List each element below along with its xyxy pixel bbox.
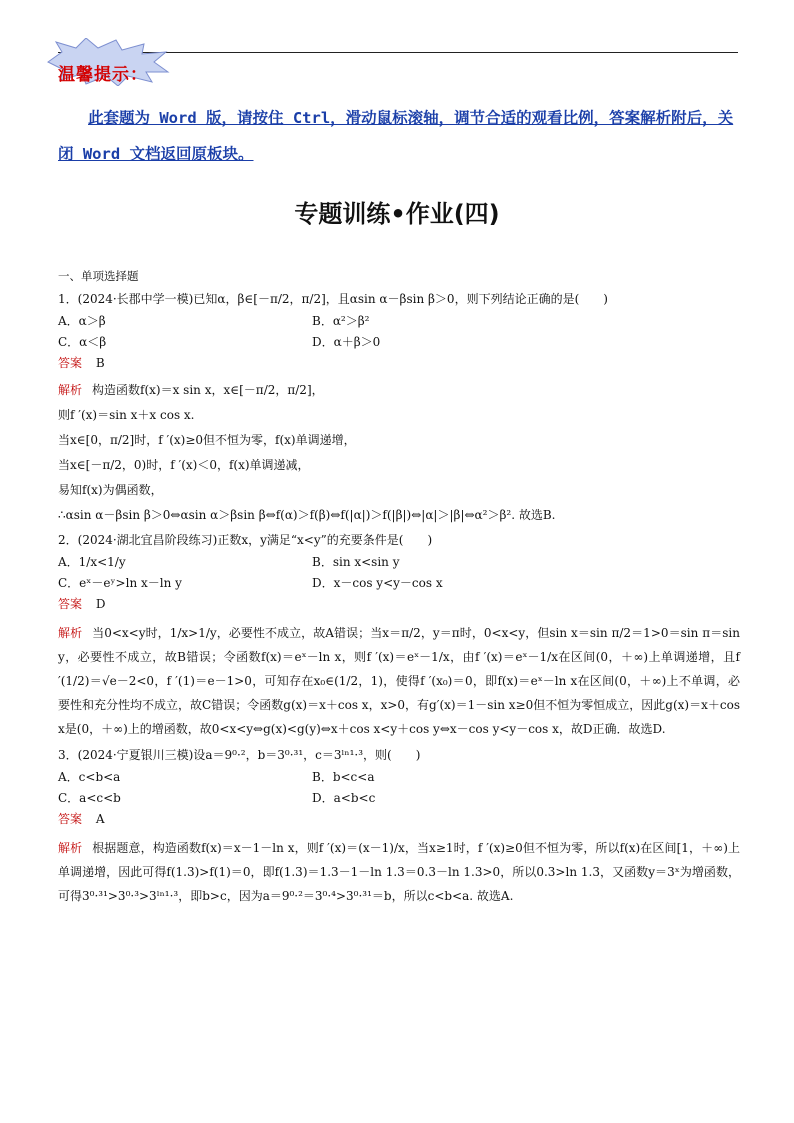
analysis-label: 解析	[58, 626, 83, 640]
analysis-label: 解析	[58, 383, 83, 397]
option-b: B．b<c<a	[312, 770, 375, 784]
analysis-text: 当0<x<y时，1/x>1/y，必要性不成立，故A错误；当x＝π/2，y＝π时，0<x<y，但sin x＝sin π/2＝1>0＝sin π＝sin y，必要性不成立，故B错误；令函数f(x)＝eˣ－ln x，则f ′(x)＝eˣ－1/x，由f ′(x)＝eˣ－1/x在区间(0，＋∞)上单调递增，且f ′(1/2)＝√e－2<0，f ′(1)＝e－1>0，可知存在x₀∈(1/2，1)，使得f ′(x₀)＝0，即f(x)＝eˣ－ln x在区间(0，＋∞)上不单调，必要性和充分性均不成立，故C错误；令函数g(x)＝x＋cos x，x>0，有g′(x)＝1－sin x≥0但不恒为零恒成立，因此g(x)＝x＋cos x是(0，＋∞)上的增函数，故0<x<y⇔g(x)<g(y)⇔x＋cos x<y＋cos y⇔x－cos y<y－cos x，故D正确．故选D.	[58, 626, 740, 736]
answer-label: 答案	[58, 812, 83, 826]
tip-title: 温馨提示：	[58, 65, 148, 85]
answer-label: 答案	[58, 356, 83, 370]
question-3	[58, 745, 740, 910]
content	[58, 266, 740, 912]
question-1	[58, 289, 740, 528]
option-c: C．eˣ－eʸ>ln x－ln y	[58, 576, 182, 590]
answer-value: D	[95, 597, 106, 611]
answer-line	[58, 353, 740, 374]
analysis-line: 易知f(x)为偶函数，	[58, 483, 163, 497]
option-a: A．c<b<a	[58, 770, 121, 784]
option-a: A．1/x<1/y	[58, 555, 126, 569]
analysis-line: ∴αsin α－βsin β＞0⇔αsin α＞βsin β⇔f(α)＞f(β)⇔f(|α|)＞f(|β|)⇔|α|＞|β|⇔α²＞β². 故选B.	[58, 508, 556, 522]
option-c: C．a<c<b	[58, 791, 121, 805]
option-d: D．a<b<c	[312, 791, 376, 805]
answer-label: 答案	[58, 597, 83, 611]
answer-line	[58, 809, 740, 830]
question-stem: 1．(2024·长郡中学一模)已知α，β∈[－π/2，π/2]，且αsin α－βsin β＞0，则下列结论正确的是( )	[58, 292, 608, 306]
notice-text: 此套题为 Word 版，请按住 Ctrl，滑动鼠标滚轴，调节合适的观看比例，答案解析附后，关闭 Word 文档返回原板块。	[58, 109, 734, 163]
option-a: A．α＞β	[58, 314, 106, 328]
analysis-line: 则f ′(x)＝sin x＋x cos x.	[58, 408, 195, 422]
analysis	[58, 619, 740, 743]
option-list	[58, 767, 740, 809]
question-2	[58, 530, 740, 743]
answer-value: A	[95, 812, 105, 826]
analysis-label: 解析	[58, 841, 83, 855]
answer-value: B	[95, 356, 105, 370]
question-stem: 2．(2024·湖北宜昌阶段练习)正数x，y满足“x<y”的充要条件是( )	[58, 533, 433, 547]
option-b: B．sin x<sin y	[312, 555, 400, 569]
analysis	[58, 378, 740, 528]
answer-line	[58, 594, 740, 615]
question-stem: 3．(2024·宁夏银川三模)设a＝9⁰·²，b＝3⁰·³¹，c＝3ˡⁿ¹·³，则( )	[58, 748, 421, 762]
analysis-line: 当x∈[－π/2，0)时，f ′(x)＜0，f(x)单调递减，	[58, 458, 310, 472]
option-c: C．α＜β	[58, 335, 107, 349]
option-list	[58, 311, 740, 353]
option-d: D．x－cos y<y－cos x	[312, 576, 443, 590]
analysis-text: 根据题意，构造函数f(x)＝x－1－ln x，则f ′(x)＝(x－1)/x，当x≥1时，f ′(x)≥0但不恒为零，所以f(x)在区间[1，＋∞)上单调递增，因此可得f(1.3)>f(1)＝0，即f(1.3)＝1.3－1－ln 1.3＝0.3－ln 1.3>0，所以0.3>ln 1.3，又函数y＝3ˣ为增函数，可得3⁰·³¹>3⁰·³>3ˡⁿ¹·³，即b>c，因为a＝9⁰·²＝3⁰·⁴>3⁰·³¹＝b，所以c<b<a. 故选A.	[58, 841, 740, 903]
analysis	[58, 834, 740, 910]
section-heading: 一、单项选择题	[58, 269, 139, 283]
option-b: B．α²＞β²	[312, 314, 370, 328]
page-title: 专题训练•作业(四)	[294, 200, 500, 228]
option-list	[58, 552, 740, 594]
option-d: D．α＋β＞0	[312, 335, 381, 349]
analysis-line: 构造函数f(x)＝x sin x，x∈[－π/2，π/2]，	[92, 383, 324, 397]
analysis-line: 当x∈[0，π/2]时，f ′(x)≥0但不恒为零，f(x)单调递增，	[58, 433, 356, 447]
